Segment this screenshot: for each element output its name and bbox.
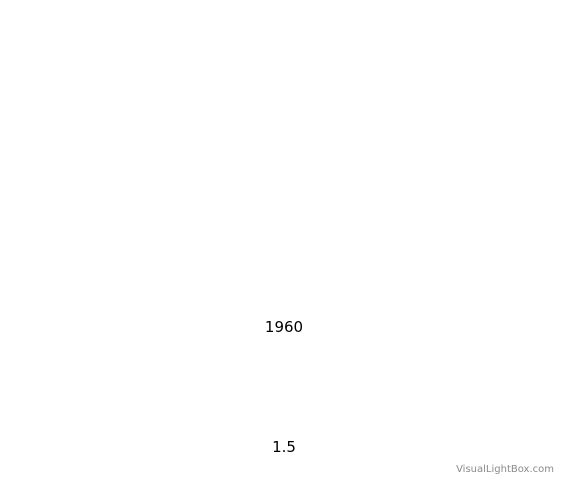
dateline [18,68,550,92]
headline [18,8,550,36]
article-line [18,222,550,252]
article-line [18,132,550,162]
article-line [18,312,550,342]
article-line [18,252,550,282]
article-line [18,192,550,222]
article-line [18,282,550,312]
article-line [18,432,550,462]
article-body [18,102,550,492]
article-line-number: 1960 [264,318,304,336]
article-line [18,372,550,402]
subheadline [18,36,550,62]
article-line-number: 1.5 [272,438,296,456]
article-line [18,162,550,192]
article-line [18,102,550,132]
article-line [18,342,550,372]
article-line [18,402,550,432]
watermark: VisualLightBox.com [456,464,554,475]
